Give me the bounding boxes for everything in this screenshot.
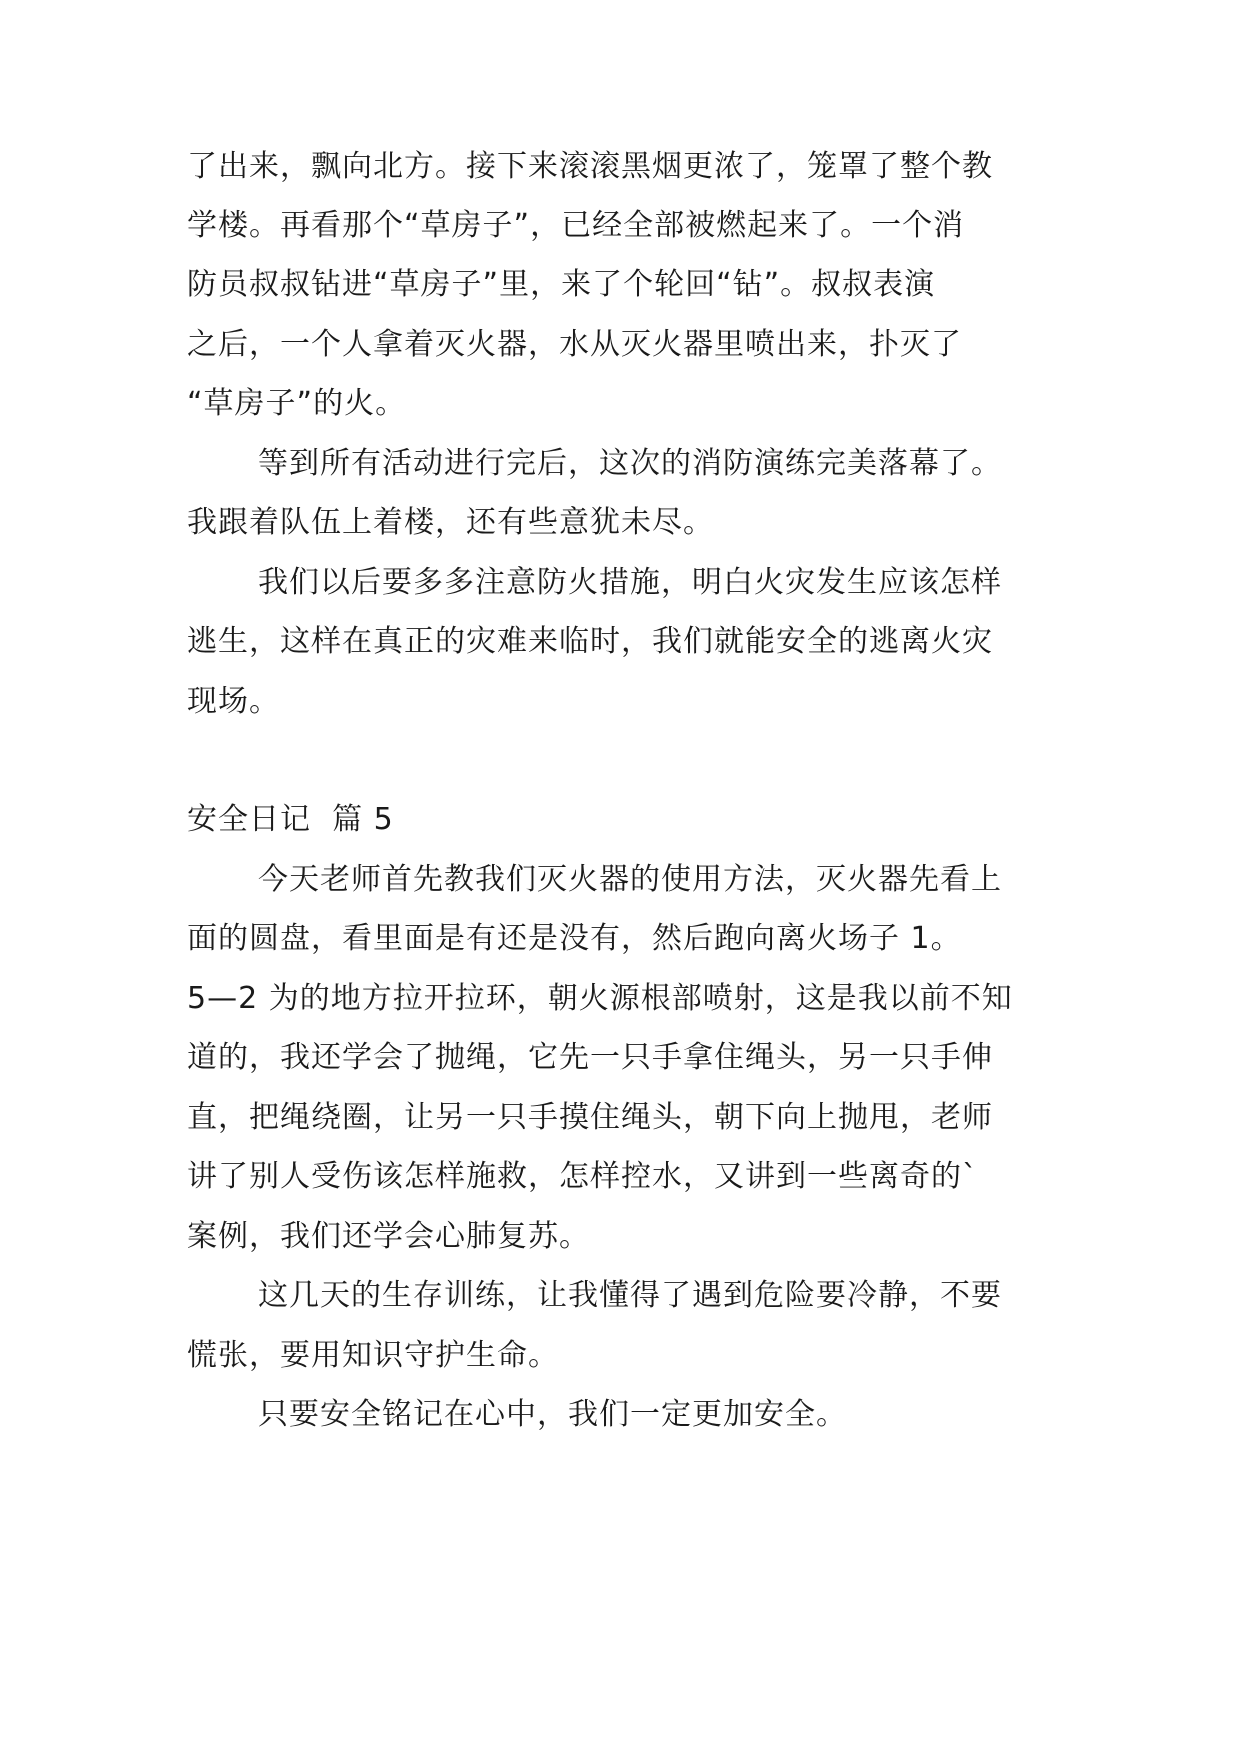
text-line: 直，把绳绕圈，让另一只手摸住绳头，朝下向上抛甩，老师 bbox=[187, 1100, 993, 1135]
text-line: 面的圆盘，看里面是有还是没有，然后跑向离火场子 1。 bbox=[187, 921, 962, 956]
text-line: 讲了别人受伤该怎样施救，怎样控水，又讲到一些离奇的` bbox=[187, 1159, 978, 1194]
text-line: 我跟着队伍上着楼，还有些意犹未尽。 bbox=[187, 505, 714, 540]
text-line: 了出来，飘向北方。接下来滚滚黑烟更浓了，笼罩了整个教 bbox=[187, 149, 993, 184]
text-line: 5—2 为的地方拉开拉环，朝火源根部喷射，这是我以前不知 bbox=[187, 981, 1013, 1016]
text-line: 这几天的生存训练，让我懂得了遇到危险要冷静，不要 bbox=[258, 1278, 1002, 1313]
text-line: 我们以后要多多注意防火措施，明白火灾发生应该怎样 bbox=[258, 565, 1002, 600]
text-line: “草房子”的火。 bbox=[187, 386, 407, 421]
text-line: 今天老师首先教我们灭火器的使用方法，灭火器先看上 bbox=[258, 862, 1002, 897]
section-heading: 安全日记 篇 5 bbox=[187, 802, 394, 837]
text-line: 慌张，要用知识守护生命。 bbox=[187, 1338, 559, 1373]
text-line: 道的，我还学会了抛绳，它先一只手拿住绳头，另一只手伸 bbox=[187, 1040, 993, 1075]
text-line: 现场。 bbox=[187, 684, 280, 719]
text-line: 逃生，这样在真正的灾难来临时，我们就能安全的逃离火灾 bbox=[187, 624, 993, 659]
text-line: 之后，一个人拿着灭火器，水从灭火器里喷出来，扑灭了 bbox=[187, 327, 962, 362]
text-line: 案例，我们还学会心肺复苏。 bbox=[187, 1219, 590, 1254]
text-line: 等到所有活动进行完后，这次的消防演练完美落幕了。 bbox=[258, 446, 1002, 481]
text-line: 学楼。再看那个“草房子”，已经全部被燃起来了。一个消 bbox=[187, 208, 965, 243]
text-line: 只要安全铭记在心中，我们一定更加安全。 bbox=[258, 1397, 847, 1432]
text-line: 防员叔叔钻进“草房子”里，来了个轮回“钻”。叔叔表演 bbox=[187, 267, 936, 302]
